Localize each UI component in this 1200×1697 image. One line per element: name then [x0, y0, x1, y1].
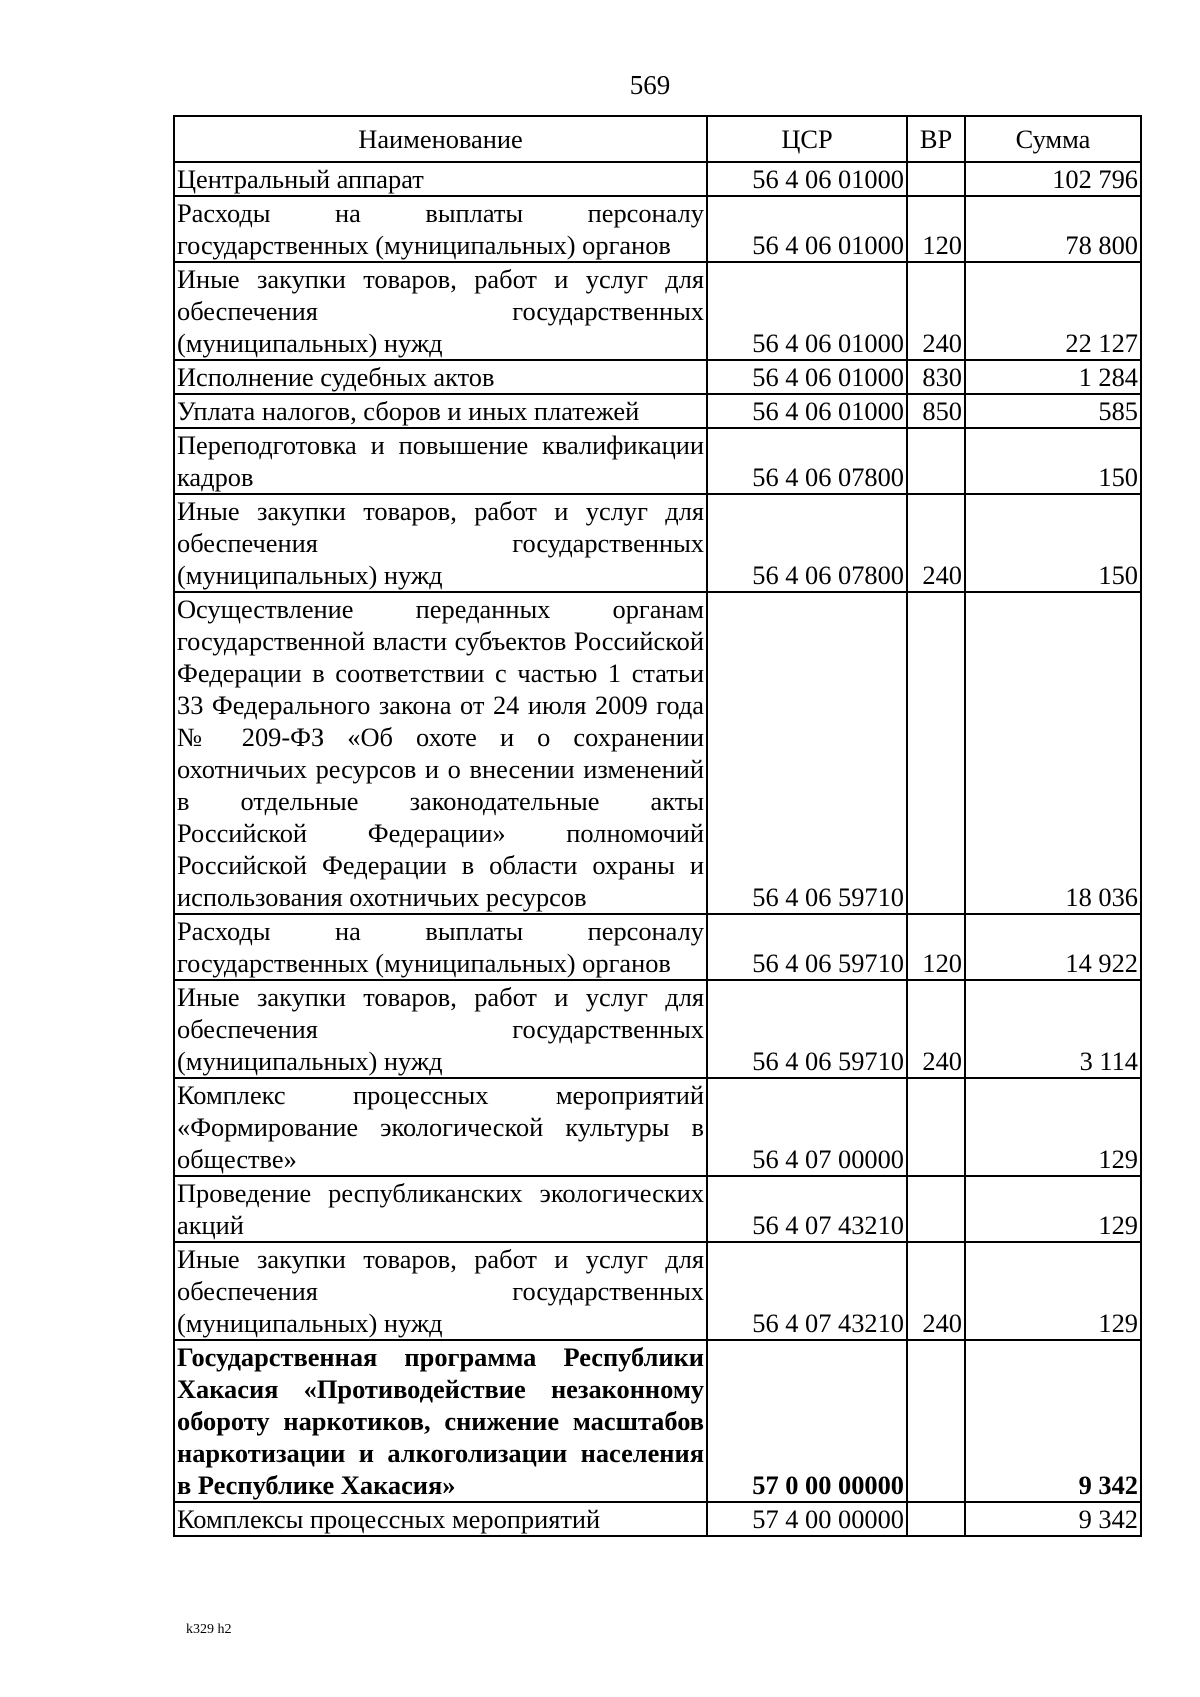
cell-csr: 57 0 00 00000: [707, 1340, 907, 1502]
cell-vr: 120: [907, 196, 965, 262]
table-row: [174, 262, 1141, 360]
cell-name: Центральный аппарат: [174, 162, 707, 196]
cell-csr: 56 4 07 00000: [707, 1078, 907, 1176]
cell-name: Иные закупки товаров, работ и услуг для обеспечения государственных (муниципальных) нужд: [174, 980, 707, 1078]
cell-sum: 129: [965, 1176, 1141, 1242]
cell-name: Иные закупки товаров, работ и услуг для обеспечения государственных (муниципальных) нужд: [174, 494, 707, 592]
table-row: [174, 1340, 1141, 1502]
cell-name: Исполнение судебных актов: [174, 360, 707, 394]
cell-vr: [907, 592, 965, 914]
cell-csr: 56 4 06 01000: [707, 262, 907, 360]
table-body: [174, 162, 1141, 1536]
cell-sum: 22 127: [965, 262, 1141, 360]
cell-csr: 56 4 06 59710: [707, 980, 907, 1078]
table-row: [174, 494, 1141, 592]
cell-sum: 129: [965, 1242, 1141, 1340]
cell-sum: 129: [965, 1078, 1141, 1176]
cell-name: Расходы на выплаты персоналу государственных (муниципальных) органов: [174, 914, 707, 980]
cell-vr: 240: [907, 262, 965, 360]
cell-sum: 3 114: [965, 980, 1141, 1078]
cell-name: Комплекс процессных мероприятий «Формирование экологической культуры в обществе»: [174, 1078, 707, 1176]
cell-vr: 830: [907, 360, 965, 394]
page-number: 569: [629, 70, 671, 100]
cell-vr: 240: [907, 494, 965, 592]
cell-sum: 150: [965, 494, 1141, 592]
table-row: [174, 1242, 1141, 1340]
table-row: [174, 428, 1141, 494]
cell-vr: [907, 162, 965, 196]
cell-csr: 56 4 07 43210: [707, 1242, 907, 1340]
cell-csr: 56 4 06 01000: [707, 394, 907, 428]
table-header-row: [174, 116, 1141, 162]
cell-name: Уплата налогов, сборов и иных платежей: [174, 394, 707, 428]
table-row: [174, 914, 1141, 980]
cell-sum: 585: [965, 394, 1141, 428]
cell-vr: [907, 1176, 965, 1242]
header-csr: ЦСР: [707, 116, 907, 162]
cell-vr: [907, 1502, 965, 1536]
table-row: [174, 1176, 1141, 1242]
cell-csr: 56 4 06 59710: [707, 914, 907, 980]
cell-csr: 56 4 06 59710: [707, 592, 907, 914]
cell-name: Государственная программа Республики Хакасия «Противодействие незаконному обороту наркотиков, снижение масштабов наркотизации и алкоголизации населения в Республике Хакасия»: [174, 1340, 707, 1502]
cell-name: Иные закупки товаров, работ и услуг для обеспечения государственных (муниципальных) нужд: [174, 262, 707, 360]
cell-sum: 150: [965, 428, 1141, 494]
cell-vr: 120: [907, 914, 965, 980]
cell-name: Комплексы процессных мероприятий: [174, 1502, 707, 1536]
table-row: [174, 1078, 1141, 1176]
cell-vr: [907, 1078, 965, 1176]
cell-csr: 56 4 06 01000: [707, 196, 907, 262]
header-name: Наименование: [174, 116, 707, 162]
cell-csr: 57 4 00 00000: [707, 1502, 907, 1536]
cell-sum: 78 800: [965, 196, 1141, 262]
cell-csr: 56 4 06 07800: [707, 428, 907, 494]
cell-vr: 240: [907, 980, 965, 1078]
header-vr: ВР: [907, 116, 965, 162]
table-row: [174, 394, 1141, 428]
cell-name: Иные закупки товаров, работ и услуг для обеспечения государственных (муниципальных) нужд: [174, 1242, 707, 1340]
cell-csr: 56 4 06 01000: [707, 360, 907, 394]
cell-sum: 1 284: [965, 360, 1141, 394]
table-row: [174, 162, 1141, 196]
footer-code: k329 h2: [186, 1622, 232, 1637]
cell-csr: 56 4 06 01000: [707, 162, 907, 196]
cell-csr: 56 4 07 43210: [707, 1176, 907, 1242]
cell-sum: 9 342: [965, 1340, 1141, 1502]
cell-vr: 850: [907, 394, 965, 428]
cell-name: Переподготовка и повышение квалификации кадров: [174, 428, 707, 494]
table-row: [174, 980, 1141, 1078]
cell-csr: 56 4 06 07800: [707, 494, 907, 592]
cell-sum: 102 796: [965, 162, 1141, 196]
cell-name: Проведение республиканских экологических акций: [174, 1176, 707, 1242]
cell-name: Осуществление переданных органам государственной власти субъектов Российской Федерации в соответствии с частью 1 статьи 33 Федерального закона от 24 июля 2009 года № 209-ФЗ «Об охоте и о сохранении охотничьих ресурсов и о внесении изменений в отдельные законодательные акты Российской Федерации» полномочий Российской Федерации в области охраны и использования охотничьих ресурсов: [174, 592, 707, 914]
cell-vr: 240: [907, 1242, 965, 1340]
cell-sum: 18 036: [965, 592, 1141, 914]
budget-table: [173, 115, 1142, 1537]
table-row: [174, 1502, 1141, 1536]
table-row: [174, 592, 1141, 914]
cell-vr: [907, 1340, 965, 1502]
cell-sum: 14 922: [965, 914, 1141, 980]
cell-vr: [907, 428, 965, 494]
table-row: [174, 196, 1141, 262]
cell-name: Расходы на выплаты персоналу государственных (муниципальных) органов: [174, 196, 707, 262]
cell-sum: 9 342: [965, 1502, 1141, 1536]
header-sum: Сумма: [965, 116, 1141, 162]
table-row: [174, 360, 1141, 394]
